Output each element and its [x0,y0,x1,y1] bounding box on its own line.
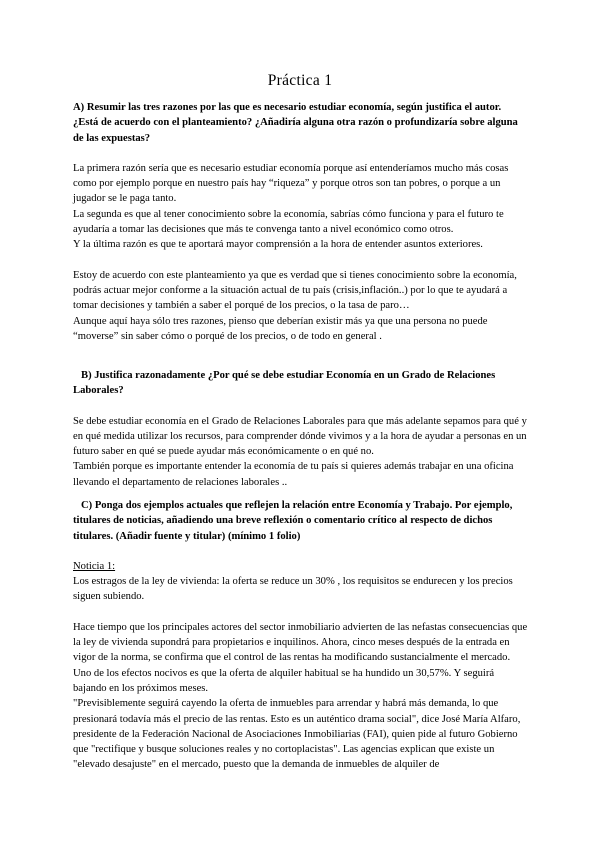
section-c-question: C) Ponga dos ejemplos actuales que reflejen la relación entre Economía y Trabajo. Por ejemplo, titulares de noticias, añadiendo una breve reflexión o comentario crítico al respecto de dichos titulares. (Añadir fuente y titular) (mínimo 1 folio) [73,500,513,542]
section-a-paragraph: Aunque aquí haya sólo tres razones, pienso que deberían existir más ya que una persona no puede “moverse” sin saber cómo o porqué de los precios, o de todo en general . [73,315,488,342]
section-a [73,100,528,344]
section-a-paragraph: Estoy de acuerdo con este planteamiento ya que es verdad que si tienes conocimiento sobre la economía, podrás actuar mejor conforme a la situación actual de tu país (crisis,inflación..) por lo que te ayudará a tomar decisiones y también a saber el porqué de los precios, o la tasa de paro… [73,269,517,312]
page-title: Práctica 1 [267,72,333,89]
section-b-paragraph: Se debe estudiar economía en el Grado de Relaciones Laborales para que más adelante sepamos para qué y en qué medida utilizar los recursos, para comprender dónde vivimos y a la hora de ayudar a personas en un futuro saber en qué se puede ayudar más económicamente o en qué no. [73,415,527,458]
section-a-paragraph: La primera razón sería que es necesario estudiar economía porque así entenderíamos mucho más cosas como por ejemplo porque en nuestro país hay “riqueza” y porque otros son tan pobres, o porque a un jugador se le paga tanto. [73,162,509,205]
news-label: Noticia 1: [73,560,116,572]
news-paragraph: Hace tiempo que los principales actores del sector inmobiliario advierten de las nefastas consecuencias que la ley de vivienda supondrá para propietarios e inquilinos. Ahora, cinco meses después de la entrada en vigor de la norma, se confirma que el control de las rentas ha modificando sustancialmente el mercado. Uno de los efectos nocivos es que la oferta de alquiler habitual se ha hundido un 30,57%. Y seguirá bajando en los próximos meses. [73,621,528,694]
section-a-paragraph: Y la última razón es que te aportará mayor comprensión a la hora de entender asuntos exteriores. [73,239,483,251]
news-headline: Los estragos de la ley de vivienda: la oferta se reduce un 30% , los requisitos se endurecen y los precios siguen subiendo. [73,576,513,603]
section-b-question: B) Justifica razonadamente ¿Por qué se debe estudiar Economía en un Grado de Relaciones Laborales? [73,370,496,397]
section-b [73,368,528,490]
section-b-paragraph: También porque es importante entender la economía de tu país si quieres además trabajar en una oficina llevando el departamento de relaciones laborales .. [73,461,514,488]
news-paragraph: "Previsiblemente seguirá cayendo la oferta de inmuebles para arrendar y habrá más demanda, lo que presionará todavía más el precio de las rentas. Esto es un auténtico drama social", dice José María Alfaro, presidente de la Federación Nacional de Asociaciones Inmobiliarias (FAI), quien pide al futuro Gobierno que "rectifique y busque soluciones reales y no cortoplacistas". Las agencias explican que existe un "elevado desajuste" en el mercado, puesto que la demanda de inmuebles de alquiler de [73,698,521,771]
section-a-paragraph: La segunda es que al tener conocimiento sobre la economía, sabrías cómo funciona y para el futuro te ayudaría a tomar las decisiones que más te convenga tanto a nivel económico como otros. [73,208,504,236]
section-c [73,498,528,773]
section-a-question: A) Resumir las tres razones por las que es necesario estudiar economía, según justifica el autor. ¿Está de acuerdo con el planteamiento? ¿Añadiría alguna otra razón o profundizaría sobre alguna de las expuestas? [73,102,518,144]
